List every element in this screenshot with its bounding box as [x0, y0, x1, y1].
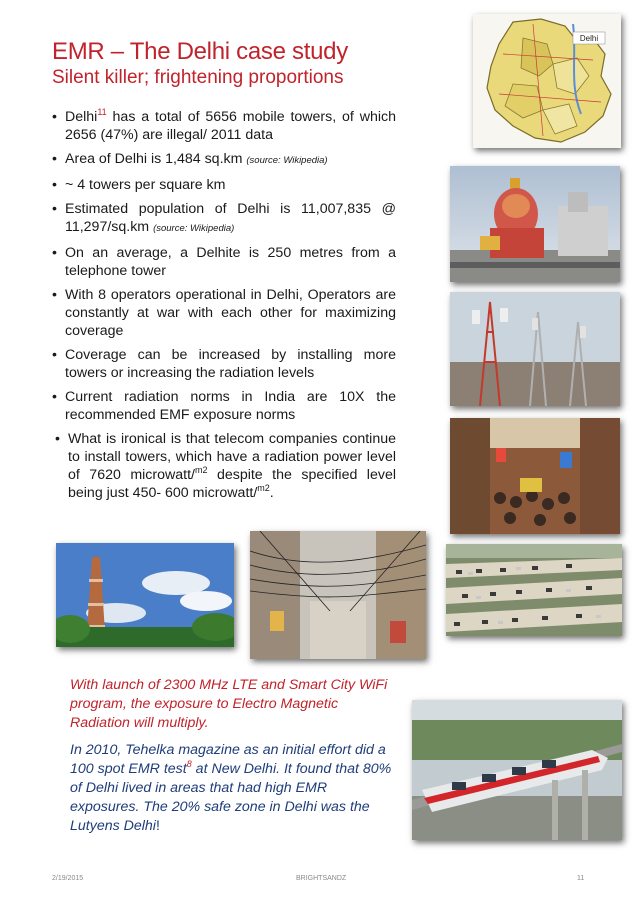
bullet-ironical: [52, 430, 396, 502]
bullet-coverage: [52, 346, 396, 382]
bullet-text: Estimated population of Delhi is 11,007,835 @ 11,297/sq.km: [65, 201, 396, 235]
bullet-area: [52, 150, 396, 170]
note-text: In 2010, Tehelka magazine as an initial effort did a 100 spot EMR test: [70, 742, 386, 777]
hanuman-statue-photo: [450, 166, 620, 282]
source-note: (source: Wikipedia): [246, 155, 328, 166]
qutub-minar-graphic: [56, 543, 234, 647]
bullet-density: [52, 176, 396, 194]
street-wires-photo: [250, 531, 426, 659]
traffic-highway-graphic: [446, 544, 622, 636]
traffic-highway-photo: [446, 544, 622, 636]
bullet-towers: [52, 108, 396, 144]
bullet-text: .: [269, 485, 274, 501]
bullet-text: despite the specified level being just 450- 600 microwatt/: [68, 467, 396, 501]
note-text: !: [155, 818, 160, 834]
hanuman-statue-graphic: [450, 166, 620, 282]
bullet-list: [52, 108, 396, 508]
bullet-operators: [52, 286, 396, 340]
unit-superscript: m2: [257, 483, 270, 493]
metro-train-graphic: [412, 700, 622, 840]
slide-title: EMR – The Delhi case study: [52, 38, 348, 65]
tehelka-note: [70, 741, 400, 836]
bullet-text: Coverage can be increased by installing more towers or increasing the radiation levels: [65, 347, 396, 381]
metro-train-photo: [412, 700, 622, 840]
bullet-text: ~ 4 towers per square km: [65, 177, 226, 193]
footnote-ref: 8: [186, 759, 192, 769]
note-text: at New Delhi. It found that 80% of Delhi lived in areas that had high EMR exposures. The 20% safe zone in Delhi was the Lutyens Delhi: [70, 761, 392, 834]
bullet-distance: [52, 244, 396, 280]
street-wires-graphic: [250, 531, 426, 659]
delhi-map-graphic: [473, 14, 621, 148]
telecom-towers-graphic: [450, 292, 620, 406]
footnote-ref: 11: [97, 107, 107, 117]
bullet-text: Current radiation norms in India are 10X the recommended EMF exposure norms: [65, 389, 396, 423]
bullet-text: What is ironical is that telecom companies continue to install towers, which have a radiation power level of 7620 microwatt/: [68, 431, 396, 483]
bullet-population: [52, 200, 396, 238]
map-label: Delhi: [579, 34, 599, 43]
bullet-norms: [52, 388, 396, 424]
footer-date: 2/19/2015: [52, 875, 84, 882]
source-note: (source: Wikipedia): [153, 223, 235, 234]
bullet-text: On an average, a Delhite is 250 metres from a telephone tower: [65, 245, 396, 279]
crowded-street-photo: [450, 418, 620, 534]
bullet-text: Delhi: [65, 109, 98, 125]
telecom-towers-photo: [450, 292, 620, 406]
bullet-text: With 8 operators operational in Delhi, Operators are constantly at war with each other for maximizing coverage: [65, 287, 396, 339]
delhi-map-icon: [473, 14, 621, 148]
unit-superscript: m2: [194, 465, 208, 475]
slide-subtitle: Silent killer; frightening proportions: [52, 67, 344, 88]
footer-page-number: 11: [577, 875, 585, 882]
crowded-street-graphic: [450, 418, 620, 534]
footer-brand: BRIGHTSANDZ: [296, 875, 347, 882]
qutub-minar-photo: [56, 543, 234, 647]
bullet-text: Area of Delhi is 1,484 sq.km: [65, 151, 247, 167]
lte-wifi-note: With launch of 2300 MHz LTE and Smart City WiFi program, the exposure to Electro Magnetic Radiation will multiply.: [70, 677, 388, 731]
bullet-text: has a total of 5656 mobile towers, of which 2656 (47%) are illegal/ 2011 data: [65, 109, 396, 143]
